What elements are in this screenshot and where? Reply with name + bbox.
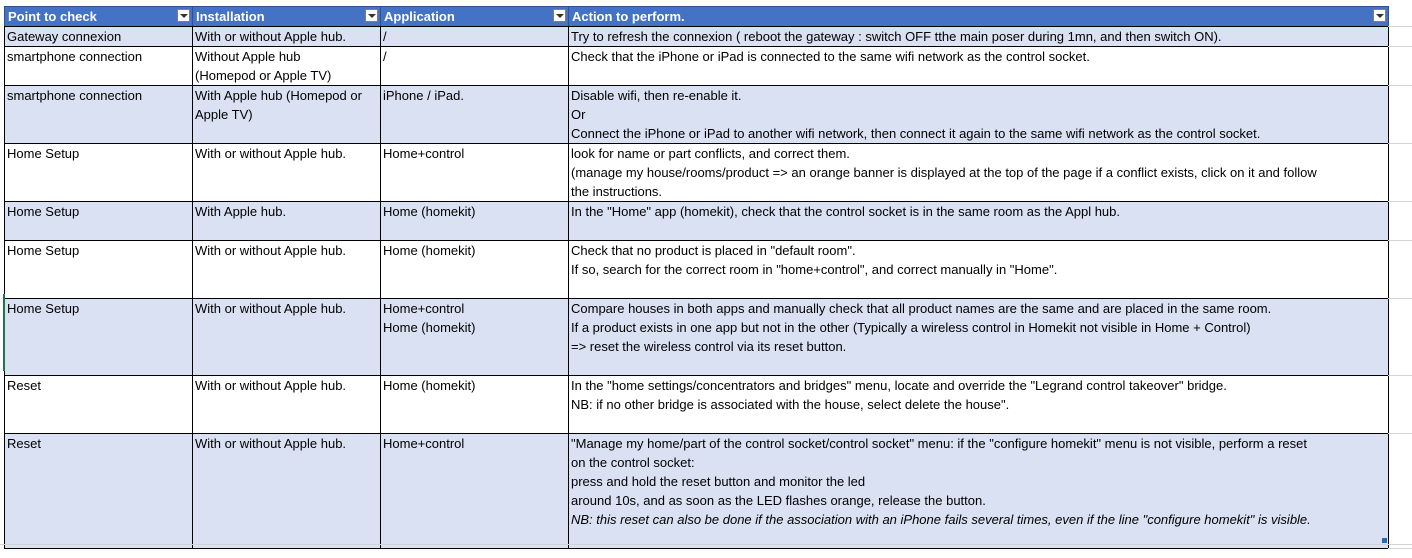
header-point-to-check[interactable] xyxy=(5,7,193,27)
header-label: Installation xyxy=(196,9,265,24)
cell-action[interactable] xyxy=(569,144,1389,202)
header-installation[interactable] xyxy=(193,7,381,27)
cell-point-to-check[interactable] xyxy=(5,86,193,144)
cell-installation[interactable] xyxy=(193,299,381,376)
cell-line: Apple TV) xyxy=(195,107,253,122)
cell-line: smartphone connection xyxy=(7,49,143,64)
empty-columns-gridlines xyxy=(1388,0,1412,557)
cell-line: In the "home settings/concentrators and bridges" menu, locate and override the "Legrand control takeover" bridge. xyxy=(571,378,1227,393)
cell-line: Home (homekit) xyxy=(383,204,476,219)
cell-line: Home+control xyxy=(383,301,465,316)
cell-line: In the "Home" app (homekit), check that the control socket is in the same room as the Appl hub. xyxy=(571,204,1121,219)
cell-line: (Homepod or Apple TV) xyxy=(195,68,332,83)
cell-line: Reset xyxy=(7,436,41,451)
cell-line: Try to refresh the connexion ( reboot the gateway : switch OFF tthe main poser during 1mn, and then switch ON). xyxy=(571,29,1222,44)
cell-action[interactable] xyxy=(569,376,1389,434)
cell-application[interactable] xyxy=(381,434,569,549)
cell-line: Reset xyxy=(7,378,41,393)
filter-dropdown-icon[interactable] xyxy=(553,9,566,22)
cell-line: Home Setup xyxy=(7,301,80,316)
cell-installation[interactable] xyxy=(193,202,381,241)
cell-application[interactable] xyxy=(381,299,569,376)
cell-installation[interactable] xyxy=(193,434,381,549)
table-row xyxy=(5,202,1389,241)
cell-action[interactable] xyxy=(569,27,1389,47)
cell-line: Home Setup xyxy=(7,204,80,219)
cell-action[interactable] xyxy=(569,299,1389,376)
cell-point-to-check[interactable] xyxy=(5,299,193,376)
cell-line: Connect the iPhone or iPad to another wifi network, then connect it again to the same wifi network as the control socket. xyxy=(571,126,1261,141)
cell-line: Home (homekit) xyxy=(383,378,476,393)
cell-installation[interactable] xyxy=(193,376,381,434)
filter-dropdown-icon[interactable] xyxy=(365,9,378,22)
filter-dropdown-icon[interactable] xyxy=(1373,9,1386,22)
cell-line: With or without Apple hub. xyxy=(195,436,347,451)
cell-line: If so, search for the correct room in "home+control", and correct manually in "Home". xyxy=(571,262,1058,277)
cell-line: With Apple hub (Homepod or xyxy=(195,88,362,103)
table-row xyxy=(5,47,1389,86)
cell-line: Home+control xyxy=(383,146,465,161)
cell-action[interactable] xyxy=(569,241,1389,299)
cell-line: Check that the iPhone or iPad is connected to the same wifi network as the control socket. xyxy=(571,49,1090,64)
cell-line: look for name or part conflicts, and correct them. xyxy=(571,146,850,161)
cell-line: press and hold the reset button and monitor the led xyxy=(571,474,866,489)
cell-line: the instructions. xyxy=(571,184,663,199)
cell-line: With or without Apple hub. xyxy=(195,29,347,44)
cell-action[interactable] xyxy=(569,86,1389,144)
cell-point-to-check[interactable] xyxy=(5,434,193,549)
table-row xyxy=(5,86,1389,144)
cell-installation[interactable] xyxy=(193,86,381,144)
cell-line: / xyxy=(383,29,387,44)
cell-application[interactable] xyxy=(381,144,569,202)
empty-row xyxy=(0,544,1412,558)
table-resize-handle[interactable] xyxy=(1382,538,1387,543)
cell-installation[interactable] xyxy=(193,47,381,86)
cell-line: Or xyxy=(571,107,586,122)
cell-line: Home Setup xyxy=(7,243,80,258)
cell-installation[interactable] xyxy=(193,27,381,47)
table-row xyxy=(5,376,1389,434)
cell-action[interactable] xyxy=(569,202,1389,241)
table-row xyxy=(5,299,1389,376)
cell-point-to-check[interactable] xyxy=(5,27,193,47)
header-action[interactable] xyxy=(569,7,1389,27)
cell-line: iPhone / iPad. xyxy=(383,88,464,103)
cell-line: With Apple hub. xyxy=(195,204,287,219)
cell-line: Disable wifi, then re-enable it. xyxy=(571,88,742,103)
cell-line: With or without Apple hub. xyxy=(195,146,347,161)
cell-line: Check that no product is placed in "default room". xyxy=(571,243,856,258)
cell-line: Home Setup xyxy=(7,146,80,161)
cell-line: / xyxy=(383,49,387,64)
filter-dropdown-icon[interactable] xyxy=(177,9,190,22)
header-label: Application xyxy=(384,9,455,24)
troubleshooting-table xyxy=(4,6,1389,549)
cell-application[interactable] xyxy=(381,202,569,241)
table-row xyxy=(5,144,1389,202)
cell-line: Gateway connexion xyxy=(7,29,122,44)
cell-action[interactable] xyxy=(569,47,1389,86)
cell-application[interactable] xyxy=(381,86,569,144)
cell-point-to-check[interactable] xyxy=(5,47,193,86)
cell-line: NB: this reset can also be done if the association with an iPhone fails several times, even if the line "configure homekit" is visible. xyxy=(571,512,1311,527)
cell-line: With or without Apple hub. xyxy=(195,243,347,258)
cell-application[interactable] xyxy=(381,241,569,299)
header-label: Point to check xyxy=(8,9,97,24)
cell-application[interactable] xyxy=(381,47,569,86)
header-application[interactable] xyxy=(381,7,569,27)
cell-line: If a product exists in one app but not in the other (Typically a wireless control in Homekit not visible in Home + Control) xyxy=(571,320,1251,335)
cell-line: NB: if no other bridge is associated with the house, select delete the house". xyxy=(571,397,1010,412)
cell-point-to-check[interactable] xyxy=(5,202,193,241)
cell-line: Home (homekit) xyxy=(383,320,476,335)
table-row xyxy=(5,241,1389,299)
cell-point-to-check[interactable] xyxy=(5,241,193,299)
cell-line: With or without Apple hub. xyxy=(195,378,347,393)
cell-application[interactable] xyxy=(381,27,569,47)
cell-line: smartphone connection xyxy=(7,88,143,103)
cell-line: Without Apple hub xyxy=(195,49,301,64)
cell-action[interactable] xyxy=(569,434,1389,549)
header-row xyxy=(5,7,1389,27)
cell-line: "Manage my home/part of the control socket/control socket" menu: if the "configure homekit" menu is not visible, perform a reset xyxy=(571,436,1307,451)
cell-line: With or without Apple hub. xyxy=(195,301,347,316)
cell-application[interactable] xyxy=(381,376,569,434)
table-row xyxy=(5,434,1389,549)
active-cell-indicator xyxy=(3,294,5,371)
cell-line: (manage my house/rooms/product => an orange banner is displayed at the top of the page if a conflict exists, click on it and follow xyxy=(571,165,1317,180)
cell-installation[interactable] xyxy=(193,144,381,202)
cell-line: around 10s, and as soon as the LED flashes orange, release the button. xyxy=(571,493,986,508)
header-label: Action to perform. xyxy=(572,9,685,24)
cell-line: Home+control xyxy=(383,436,465,451)
cell-line: on the control socket: xyxy=(571,455,695,470)
cell-point-to-check[interactable] xyxy=(5,144,193,202)
cell-line: Home (homekit) xyxy=(383,243,476,258)
cell-line: => reset the wireless control via its reset button. xyxy=(571,339,847,354)
cell-installation[interactable] xyxy=(193,241,381,299)
table-row xyxy=(5,27,1389,47)
cell-point-to-check[interactable] xyxy=(5,376,193,434)
cell-line: Compare houses in both apps and manually check that all product names are the same and are placed in the same room. xyxy=(571,301,1272,316)
